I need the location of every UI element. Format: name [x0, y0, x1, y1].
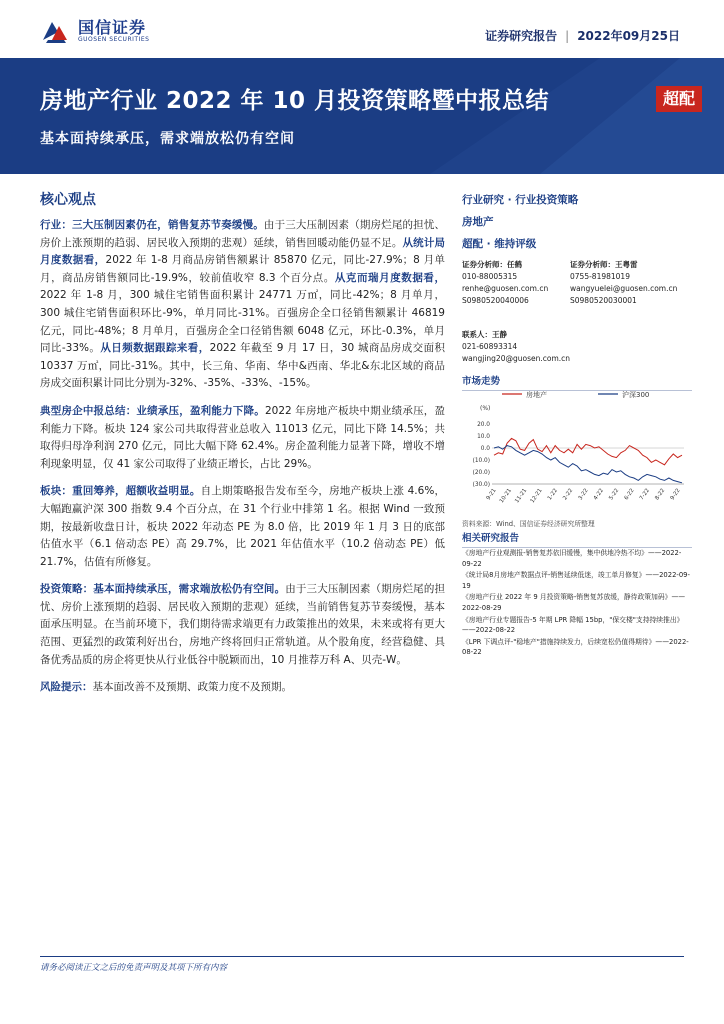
y-tick-label: (10.0) [472, 458, 490, 464]
y-tick-label: 0.0 [480, 446, 490, 452]
x-tick-label: 2-22 [562, 487, 575, 502]
related-report-date: ——2022-08-29 [462, 593, 686, 612]
x-tick-label: 11-21 [514, 487, 529, 505]
contact-email[interactable]: wangjing20@guosen.com.cn [462, 354, 571, 363]
market-trend-chart [462, 376, 692, 516]
series-line [494, 446, 682, 483]
para-text: 2022 年 1-8 月商品房销售额累计 85870 亿元，同比-27.9%；8 月单月，商品房销售额同比-19.9%，较前值收窄 8.3 个百分点。 [40, 254, 446, 284]
report-meta [485, 27, 680, 44]
x-tick-label: 4-22 [592, 487, 605, 502]
industry-name: 房地产 [462, 216, 494, 228]
para-lead: 从统计局月度数据看， [40, 236, 446, 267]
page-header [0, 0, 724, 58]
analyst-cert: S0980520030001 [570, 296, 637, 305]
para-text: 2022 年 1-8 月，300 城住宅销售面积累计 24771 万㎡，同比-42%；8 月单月，300 城住宅销售面积环比-9%，单月同比-31%。百强房企全口径销售额累计 46819 亿元，同比-48%；8 月单月，百强房企全口径销售额 6048 亿元，环比-0.3%，单月同比-33%。 [40, 289, 445, 355]
x-tick-label: 10-21 [498, 487, 513, 505]
related-report-title: 《房地产行业专题报告-5 年期 LPR 降幅 15bp，"保交楼"支持持续推出》 [462, 615, 684, 624]
x-tick-label: 7-22 [638, 487, 651, 502]
y-tick-label: (30.0) [472, 482, 490, 488]
y-axis-label: (%) [480, 405, 491, 412]
y-tick-label: 20.0 [477, 422, 490, 428]
related-reports-list [462, 548, 692, 659]
x-tick-label: 5-22 [608, 487, 621, 502]
related-report-date: ——2022-09-22 [462, 549, 682, 568]
report-subtitle: 基本面持续承压，需求端放松仍有空间 [40, 131, 295, 147]
contact-card [462, 329, 692, 365]
para-text: 2022 年截至 9 月 17 日，30 城商品房成交面积 10337 万㎡，同比-31%。其中，长三角、华南、华中&西南、华北&东北区域的商品房成交面积累计同比分别为-32%、-35%、-33%、-15%。 [40, 342, 445, 390]
contact-phone: 021-60893314 [462, 342, 518, 351]
para-risk [40, 679, 445, 697]
analyst-phone: 010-88005315 [462, 272, 518, 281]
para-text: 由于三大压制因素（期房烂尾的担忧、房价上涨预期的趋弱、居民收入预期的悲观）延续，当前销售复苏节奏缓慢，基本面承压明显。在当前环境下，我们期待需求端更有力政策推出的效果，未来或将有更大范围、更猛烈的政策利好出台，房地产终将回归正常轨道。从个股角度，经营稳健、具备优秀品质的房企将更快从行业低谷中脱颖而出，10 月推荐万科 A、贝壳-W。 [40, 583, 446, 666]
para-text: 基本面改善不及预期、政策力度不及预期。 [92, 681, 292, 694]
para-strategy [40, 581, 445, 669]
footer-disclaimer: 请务必阅读正文之后的免责声明及其项下所有内容 [40, 963, 228, 973]
related-report-item[interactable] [462, 570, 692, 591]
core-views [40, 189, 445, 707]
related-report-title: 《LPR 下调点评-"稳地产"措施持续发力，后续宽松仍值得期待》 [462, 637, 656, 646]
related-report-date: ——2022-08-22 [462, 637, 689, 657]
related-report-item[interactable] [462, 592, 692, 613]
x-tick-label: 12-21 [529, 487, 544, 505]
x-tick-label: 3-22 [577, 487, 590, 502]
analyst-name: 证券分析师：王粤雷 [570, 260, 638, 269]
para-lead: 风险提示： [40, 681, 93, 694]
para-lead: 从克而瑞月度数据看， [334, 271, 446, 284]
analyst-email[interactable]: wangyuelei@guosen.com.cn [570, 284, 678, 293]
guosen-logo [40, 14, 170, 48]
x-tick-label: 9-21 [485, 487, 498, 502]
banner-decoration [0, 58, 724, 174]
para-lead: 投资策略：基本面持续承压，需求端放松仍有空间。 [40, 583, 286, 596]
x-tick-label: 6-22 [623, 487, 636, 502]
title-banner [0, 58, 724, 174]
x-tick-label: 1-22 [546, 487, 559, 502]
legend-label: 房地产 [526, 391, 547, 399]
para-sector [40, 483, 445, 571]
related-report-date: ——2022-08-22 [462, 626, 516, 635]
analyst-card [570, 259, 686, 307]
para-text: 2022 年房地产板块中期业绩承压，盈利能力下降。板块 124 家公司共取得营业总收入 11013 亿元，同比下降 14.5%；共取得归母净利润 270 亿元，同比大幅下降 62.4%。房企盈利能力显著下降，增收不增利现象明显，仅 41 家公司取得了业绩正增长，占比 29%。 [40, 404, 446, 470]
report-category: 行业研究 · 行业投资策略 [462, 194, 579, 206]
para-lead: 典型房企中报总结：业绩承压，盈利能力下降。 [40, 404, 265, 417]
analysts [462, 259, 692, 325]
para-lead: 从日频数据跟踪来看， [100, 342, 210, 355]
para-text: 自上期策略报告发布至今，房地产板块上涨 4.6%，大幅跑赢沪深 300 指数 9.4 个百分点，在 31 个行业中排第 1 名。根据 Wind 一致预期，按最新收盘日计，板块 2022 年动态 PE 为 8.0 倍，比 2019 年 1 月 3 日的底部估值水平（6.1 倍动态 PE）高 29.7%，比 2021 年估值水平（10.2 倍动态 PE）低 21.7%，估值有所修复。 [40, 485, 446, 568]
contact-name: 联系人：王静 [462, 330, 507, 339]
report-title: 房地产行业 2022 年 10 月投资策略暨中报总结 [40, 88, 550, 114]
guosen-logo-icon [40, 16, 70, 46]
related-report-title: 《房地产行业 2022 年 9 月投资策略-销售复苏放缓，静待政策加码》 [462, 593, 672, 602]
y-tick-label: (20.0) [472, 470, 490, 476]
para-lead: 行业：三大压制因素仍在，销售复苏节奏缓慢。 [40, 219, 264, 231]
legend-label: 沪深300 [622, 391, 650, 399]
related-report-title: 《统计局8月房地产数据点评-销售延续低迷，竣工单月修复》 [462, 571, 646, 580]
analyst-phone: 0755-81981019 [570, 272, 630, 281]
related-report-item[interactable] [462, 637, 692, 658]
logo-text-cn: 国信证券 [78, 18, 147, 37]
report-date: 2022年09月25日 [577, 29, 680, 43]
report-type: 证券研究报告 [485, 29, 558, 43]
related-report-item[interactable] [462, 615, 692, 636]
x-tick-label: 9-22 [669, 487, 682, 502]
analyst-card [462, 259, 578, 307]
meta-separator: | [565, 29, 570, 43]
related-report-item[interactable] [462, 548, 692, 569]
related-report-title: 《房地产行业观测报-销售复苏依旧缓慢，集中供地冷热不均》 [462, 549, 648, 557]
related-report-date: ——2022-09-19 [462, 571, 690, 590]
para-industry [40, 217, 445, 393]
market-trend-title: 市场走势 [462, 373, 692, 391]
analyst-email[interactable]: renhe@guosen.com.cn [462, 284, 549, 293]
analyst-name: 证券分析师：任鹤 [462, 260, 522, 269]
chart-source: 资料来源：Wind、国信证券经济研究所整理 [462, 520, 595, 528]
footer-rule [40, 956, 684, 957]
related-reports-title: 相关研究报告 [462, 530, 692, 548]
rating-badge: 超配 [656, 86, 702, 112]
x-tick-label: 8-22 [654, 487, 667, 502]
analyst-cert: S0980520040006 [462, 296, 529, 305]
series-line [494, 438, 682, 464]
sidebar [462, 189, 692, 391]
para-interim-summary [40, 403, 445, 473]
y-tick-label: 10.0 [477, 434, 490, 440]
para-lead: 板块：重回筹养，超额收益明显。 [40, 485, 201, 498]
core-heading: 核心观点 [40, 192, 96, 208]
rating-line: 超配 · 维持评级 [462, 238, 537, 250]
para-text: 由于三大压制因素（期房烂尾的担忧、房价上涨预期的趋弱、居民收入预期的悲观）延续，销售回暖动能仍显不足。 [40, 219, 446, 249]
logo-text-en: GUOSEN SECURITIES [78, 36, 150, 43]
